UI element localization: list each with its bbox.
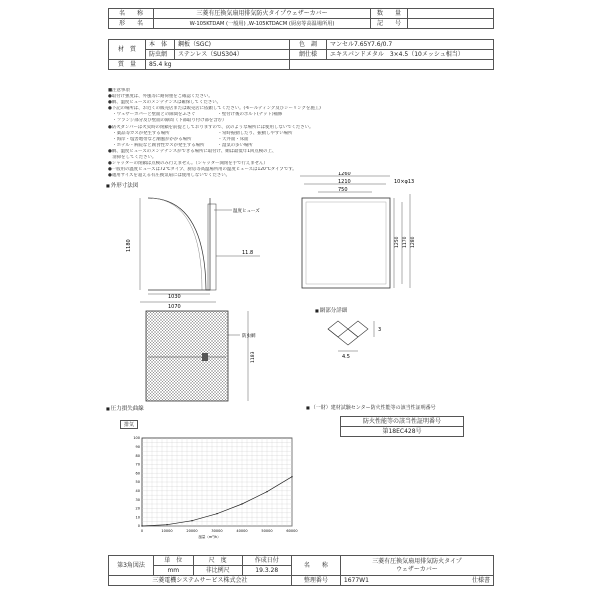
title-1: 三菱有圧換気扇用排気防火タイプ <box>372 557 462 565</box>
cert-table <box>340 416 464 437</box>
y-tick-label: 90 <box>135 445 140 449</box>
title-block <box>340 556 493 576</box>
notes-list <box>108 94 468 179</box>
mesh-45: 4.5 <box>342 354 350 360</box>
bottom-w1: 1030 <box>168 294 181 300</box>
cert-table-title: 防火性能等の該当性証明番号 <box>341 417 464 427</box>
y-tick-label: 100 <box>133 436 140 441</box>
exhaust-label: 排気 <box>120 420 138 429</box>
unit-label: 単 位 <box>154 556 194 566</box>
note-line: ・薬品等ガスが発生する場所 ・常時振動したり、振動しやすい場所 <box>108 130 293 136</box>
note-line: ●適用サイズを超える有圧換気扇には使用しないでください。 <box>108 173 231 179</box>
bottom-h: 1183 <box>251 351 256 363</box>
front-h2: 1170 <box>403 236 408 248</box>
mesh-3: 3 <box>378 327 382 333</box>
weight-value: 85.4 kg <box>146 60 290 70</box>
note-line: ●取付け強度は、外風等に耐荷重をご確認ください。 <box>108 94 213 100</box>
date-label: 作成日付 <box>242 556 291 566</box>
footer-table <box>108 555 494 586</box>
bottom-w2: 1070 <box>168 304 181 310</box>
x-tick-label: 30000 <box>211 529 223 533</box>
mesh-value: エキスパンドメタル 3×4.5（10メッシュ相当） <box>327 50 494 60</box>
qty-label: 数 量 <box>371 9 408 19</box>
data-point <box>166 524 167 525</box>
front-h3: 1280 <box>411 236 416 248</box>
note-line: ●防火ダンパーは火災時の閉鎖を前提としておりますので、次のような場所には使用しないでください。 <box>108 124 314 130</box>
x-tick-label: 20000 <box>186 529 198 533</box>
y-tick-label: 80 <box>135 453 140 458</box>
x-tick-label: 0 <box>140 529 144 533</box>
notes-title: ■注意事項 <box>108 88 130 93</box>
mesh-label: 網仕様 <box>290 50 327 60</box>
net-label: 防虫網 <box>146 50 175 60</box>
y-tick-label: 10 <box>135 515 140 520</box>
y-tick-label: 30 <box>135 497 140 502</box>
unit-value: mm <box>154 566 194 576</box>
name-label: 名 称 <box>109 9 154 19</box>
spec-label: 仕様書 <box>471 576 490 584</box>
cert-number: 第18EC428号 <box>341 427 464 437</box>
mark-label: 記 号 <box>371 19 408 29</box>
mesh-detail-drawing <box>320 315 400 360</box>
data-point <box>141 525 142 526</box>
model-value: W-105KTDAM (一般用) ,W-105KTDACM (厨房等高温場所用) <box>154 19 371 29</box>
front-view-drawing <box>290 172 430 292</box>
name-value: 三菱有圧換気扇用排気防火タイプウェザーカバー <box>154 9 371 19</box>
pressure-chart <box>120 432 300 542</box>
color-label: 色 調 <box>290 40 327 50</box>
front-w2: 1210 <box>338 179 351 185</box>
note-line: ●網、温度ヒューズのメンテナンスができる場所に取付け、網は最低年1回点検の上、 <box>108 148 277 154</box>
data-point <box>191 520 192 521</box>
name-label-footer: 名 称 <box>291 556 340 576</box>
fuse-label: 温度ヒューズ <box>233 209 260 214</box>
notes <box>108 88 468 179</box>
outline-heading: ■ 外形寸法図 <box>106 181 138 189</box>
front-h1: 1250 <box>395 236 400 248</box>
mesh-detail-heading: ■ 網部分詳細 <box>315 306 347 314</box>
bottom-net-label: 防虫網 <box>242 334 256 339</box>
note-line: ●下記の場所は、お近くの販売店または販売店に依頼してください。(モールディング及びシーリングを施工) <box>108 106 321 112</box>
data-point <box>291 476 292 477</box>
note-line: ・海岸・塩害地帯など潮風がかかる場所 ・天井面・床面 <box>108 136 249 142</box>
note-line: ・ホテル・病院など腐食性ガスが発生する場所 ・湿気の多い場所 <box>108 142 253 148</box>
y-tick-label: 50 <box>135 480 140 485</box>
note-line: ●シャッターの閉鎖は点検のみ行えません。（シャッター開閉を手で行えません） <box>108 161 268 167</box>
data-point <box>216 513 217 514</box>
scale-value: 非比例尺 <box>193 566 242 576</box>
y-tick-label: 20 <box>135 506 140 511</box>
x-tick-label: 40000 <box>236 529 248 533</box>
x-tick-label: 10000 <box>161 529 173 533</box>
material-label: 材 質 <box>109 40 146 60</box>
front-w1: 1260 <box>338 172 351 177</box>
model-label: 形 名 <box>109 19 154 29</box>
x-tick-label: 60000 <box>286 529 298 533</box>
note-line: ●一般用の温度ヒューズは72℃タイプ、厨房等高温場所用の温度ヒューズは120℃タイプです。 <box>108 167 297 173</box>
spec-table <box>108 39 494 70</box>
pressure-heading: ■ 圧力損失曲線 <box>106 404 144 412</box>
x-axis-label: 風量（m³/h） <box>198 535 221 539</box>
y-tick-label: 70 <box>135 462 140 467</box>
weight-label: 質 量 <box>109 60 146 70</box>
data-point <box>241 503 242 504</box>
ref-cell <box>340 576 493 586</box>
color-value: マンセル7.65Y7.6/0.7 <box>327 40 494 50</box>
data-point <box>266 491 267 492</box>
cert-heading: ■ （一財）建材試験センター防火性能等の該当性証明番号 <box>306 404 436 411</box>
y-tick-label: 60 <box>135 471 140 476</box>
ref-value: 1677W1 <box>343 576 369 584</box>
y-tick-label: 40 <box>135 489 140 493</box>
note-line: ・フランジ部分及び壁面の隙間（下部取り付け部を含む） <box>108 118 227 124</box>
company: 三菱電機システムサービス株式会社 <box>109 576 292 586</box>
note-line: ●網、温度ヒューズのメンテナンスは確保してください。 <box>108 100 222 106</box>
main-body-label: 本 体 <box>146 40 175 50</box>
y-tick-label: 0 <box>137 524 140 529</box>
note-line: 清掃をしてください。 <box>108 155 157 161</box>
header-table <box>108 8 494 29</box>
front-w3: 750 <box>338 187 348 193</box>
date-value: 19.3.28 <box>242 566 291 576</box>
main-body-value: 鋼板（SGC) <box>175 40 290 50</box>
x-tick-label: 50000 <box>261 529 273 533</box>
note-line: ・ウェザーカバーと壁面との隙間をふさぐ ・壁付け後のボルト(ナット)補修 <box>108 112 283 118</box>
ref-label: 整理番号 <box>291 576 340 586</box>
side-view-drawing <box>110 190 280 310</box>
front-holes: 10×φ13 <box>394 179 415 185</box>
angle-method: 第3角図法 <box>109 556 154 576</box>
scale-label: 尺 度 <box>193 556 242 566</box>
bottom-view-drawing <box>140 305 270 405</box>
net-value: ステンレス（SUS304） <box>175 50 290 60</box>
side-height: 1180 <box>126 239 132 252</box>
side-thick: 11.8 <box>242 250 254 256</box>
title-2: ウェザーカバー <box>396 565 438 573</box>
